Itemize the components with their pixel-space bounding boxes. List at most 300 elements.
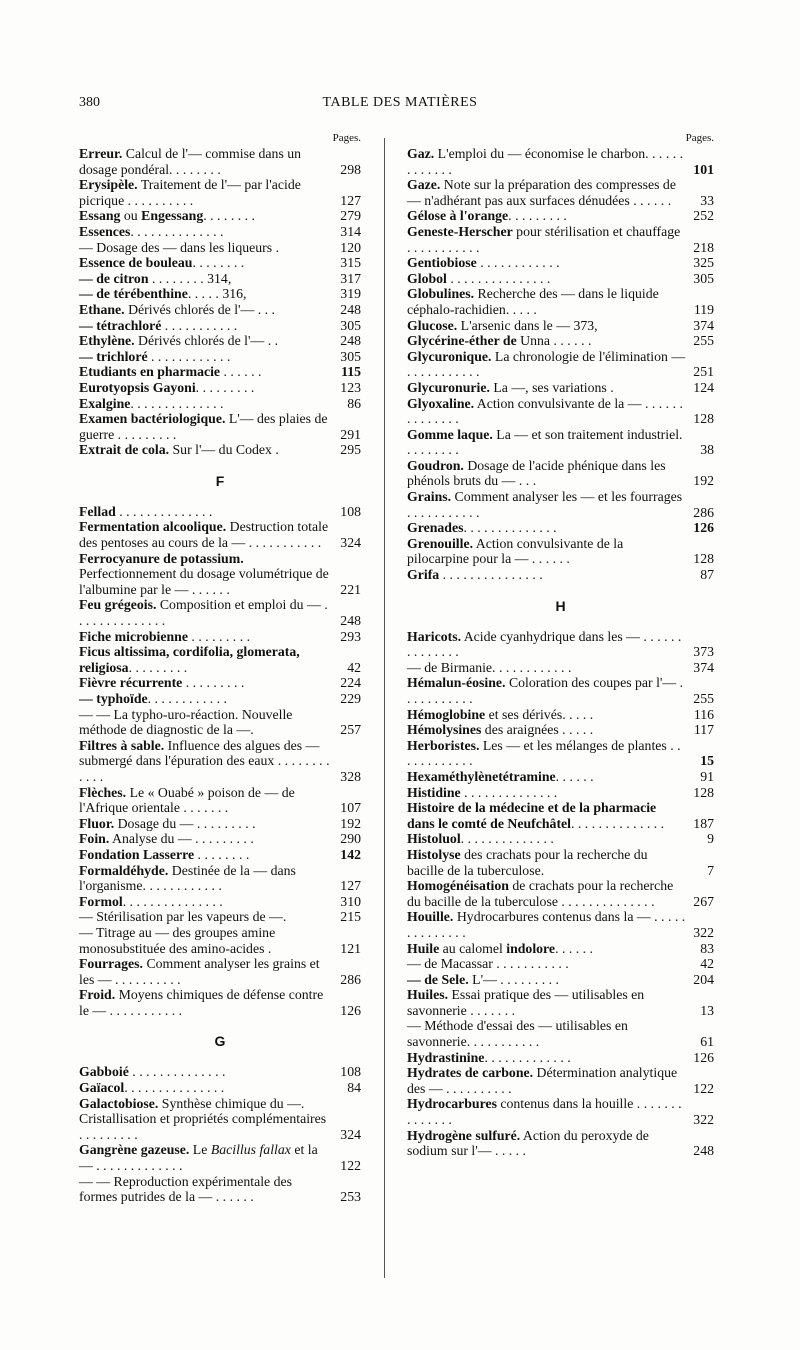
index-entry xyxy=(407,271,714,287)
entry-page-number: 279 xyxy=(340,208,361,224)
entry-page-number: 215 xyxy=(340,909,361,925)
index-entry xyxy=(407,941,714,957)
entry-text xyxy=(407,956,686,972)
entry-description: . . . . . . . . . . . . . . xyxy=(460,831,554,847)
entry-page-number: 314 xyxy=(340,223,361,239)
entry-text xyxy=(407,458,686,489)
entry-page-number: 305 xyxy=(693,270,714,286)
entry-description: Hydrocarbures contenus dans la — . . . . . . . . . . . . . . xyxy=(407,909,686,940)
entry-description: La chronologie de l'élimination — . . . . . . . . . . . xyxy=(407,348,686,380)
index-entry xyxy=(79,629,361,645)
entry-text xyxy=(79,894,333,910)
index-entry xyxy=(79,1174,361,1205)
entry-headword: Hydrates de carbone. xyxy=(407,1065,534,1081)
entry-description: — Dosage des — dans les liqueurs . xyxy=(79,239,280,255)
entry-headword: Globol xyxy=(407,270,447,286)
entry-headword: Glucose. xyxy=(407,317,458,333)
entry-text xyxy=(407,427,686,458)
entry-description: au calomel xyxy=(439,940,507,956)
index-entry xyxy=(79,831,361,847)
entry-description: Perfectionnement du dosage volumétrique de l'albumine par le — . . . . . . xyxy=(79,566,329,597)
entry-page-number: 319 xyxy=(340,286,361,302)
entry-description: . . . . . . . . . . . . xyxy=(147,691,227,706)
entry-description: . . . . . . . . . . . . . . xyxy=(460,784,558,800)
entry-description: Destinée de la — dans l'organisme. . . . . . . . . . . . xyxy=(79,862,296,894)
entry-page-number: 142 xyxy=(340,846,361,862)
entry-text xyxy=(79,208,333,224)
index-entry xyxy=(407,380,714,396)
entry-page-number: 192 xyxy=(340,815,361,831)
index-entry xyxy=(407,847,714,878)
index-entry xyxy=(79,925,361,956)
entry-description: — Stérilisation par les vapeurs de —. xyxy=(79,909,287,925)
entry-headword: Grenades xyxy=(407,520,464,536)
entry-text xyxy=(407,271,686,287)
entry-page-number: 91 xyxy=(700,768,714,784)
entry-page-number: 61 xyxy=(700,1034,714,1050)
entry-text xyxy=(79,302,333,318)
entry-text xyxy=(79,816,333,832)
entry-page-number: 123 xyxy=(340,379,361,395)
entry-description: . . . . . . . . . . . . . . . xyxy=(124,1080,225,1096)
entry-headword: Flèches. xyxy=(79,784,127,800)
entry-description: de crachats pour la recherche du bacille de la tuberculose . . . . . . . . . . . . . . xyxy=(407,878,674,909)
entry-description: Le xyxy=(189,1142,211,1158)
index-entry xyxy=(79,177,361,208)
entry-description: Destruction totale des pentoses au cours de la — . . . . . . . . . . . xyxy=(79,519,329,551)
entry-description: contenus dans la houille . . . . . . . . . . . . . . xyxy=(407,1096,682,1128)
entry-description: — — Reproduction expérimentale des formes putrides de la — . . . . . . xyxy=(79,1173,293,1205)
entry-text xyxy=(407,660,686,676)
entry-text xyxy=(79,551,333,598)
entry-headword: Histoluol xyxy=(407,831,461,847)
entry-page-number: 128 xyxy=(693,784,714,800)
entry-headword: Gaz. xyxy=(407,146,435,161)
entry-description: . . . . . . . . . xyxy=(195,379,255,395)
entry-page-number: 255 xyxy=(693,333,714,349)
entry-headword: Exalgine xyxy=(79,395,131,411)
entry-description: . . . . . . xyxy=(220,364,262,380)
entry-text xyxy=(407,567,686,583)
entry-headword: Hydrocarbures xyxy=(407,1096,497,1112)
entry-description: Acide cyanhydrique dans les — . . . . . . . . . . . . . . xyxy=(407,628,682,660)
entry-description: Recherche des — dans le liquide céphalo-rachidien. . . . . xyxy=(407,286,659,317)
entry-page-number: 15 xyxy=(700,753,714,769)
index-entry xyxy=(79,847,361,863)
entry-description: . . . . . . . . xyxy=(203,208,255,224)
index-entry xyxy=(79,442,361,458)
entry-page-number: 253 xyxy=(340,1189,361,1205)
index-entry xyxy=(79,863,361,894)
entry-text xyxy=(407,941,686,957)
entry-description: Note sur la préparation des compresses de — n'adhérant pas aux surfaces dénudées . . . . . . xyxy=(407,177,676,208)
entry-text xyxy=(79,785,333,816)
entry-headword: Hémalun-éosine. xyxy=(407,675,506,691)
entry-text xyxy=(79,240,333,256)
entry-headword: Fluor. xyxy=(79,815,115,831)
entry-description: pour stérilisation et chauffage . . . . . . . . . . . xyxy=(407,223,681,255)
entry-headword: Erysipèle. xyxy=(79,177,138,193)
entry-text xyxy=(79,380,333,396)
entry-page-number: 315 xyxy=(340,255,361,271)
entry-text xyxy=(407,722,686,738)
entry-text xyxy=(79,396,333,412)
index-entry xyxy=(407,987,714,1018)
entry-page-number: 295 xyxy=(340,442,361,458)
entry-headword: Fourrages. xyxy=(79,956,143,972)
running-title: TABLE DES MATIÈRES xyxy=(322,95,478,110)
entry-headword: Houille. xyxy=(407,909,454,925)
entry-page-number: 324 xyxy=(340,535,361,551)
index-entry xyxy=(79,380,361,396)
entry-page-number: 267 xyxy=(693,893,714,909)
entry-text xyxy=(407,286,686,317)
index-entry xyxy=(79,816,361,832)
entry-description: . . . . . . . . . . . xyxy=(161,317,238,333)
index-entry xyxy=(407,146,714,177)
entry-headword: Hexaméthylènetétramine xyxy=(407,768,556,784)
entry-text xyxy=(79,442,333,458)
entry-page-number: 322 xyxy=(693,1112,714,1128)
entry-page-number: 101 xyxy=(693,161,714,177)
entry-page-number: 122 xyxy=(693,1080,714,1096)
entry-text xyxy=(407,489,686,520)
entry-description: L'emploi du — économise le charbon. . . . . . . . . . . . . xyxy=(407,146,684,177)
entry-headword: Ethane. xyxy=(79,301,125,317)
entry-description: Comment analyser les grains et les — . . . . . . . . . . xyxy=(79,956,320,987)
index-entry xyxy=(79,146,361,177)
entry-headword: Gaze. xyxy=(407,177,441,193)
index-column-left xyxy=(79,130,361,1205)
entry-headword: Eurotyopsis Gayoni xyxy=(79,379,196,395)
index-entry xyxy=(407,972,714,988)
entry-page-number: 108 xyxy=(340,1064,361,1080)
entry-headword: Hydrogène sulfuré. xyxy=(407,1127,521,1143)
index-entry xyxy=(407,286,714,317)
entry-text xyxy=(407,878,686,909)
entry-page-number: 117 xyxy=(693,722,714,738)
entry-headword: Histolyse xyxy=(407,846,461,862)
index-entry xyxy=(407,909,714,940)
entry-page-number: 128 xyxy=(693,551,714,567)
index-entry xyxy=(79,785,361,816)
entry-headword: Etudiants en pharmacie xyxy=(79,364,221,380)
entry-page-number: 33 xyxy=(700,192,714,208)
section-letter: H xyxy=(555,597,566,614)
entry-text xyxy=(407,536,686,567)
entry-page-number: 221 xyxy=(340,581,361,597)
entry-text xyxy=(407,380,686,396)
entry-headword: Engessang xyxy=(141,208,204,224)
index-entry xyxy=(407,208,714,224)
entry-page-number: 286 xyxy=(340,971,361,987)
entry-headword: Geneste-Herscher xyxy=(407,223,513,239)
entry-italic-term: Bacillus fallax xyxy=(210,1142,291,1158)
entry-headword: Histidine xyxy=(407,784,461,800)
entry-text xyxy=(407,987,686,1018)
entry-text xyxy=(79,1064,333,1080)
entry-page-number: 286 xyxy=(693,504,714,520)
entry-headword: Erreur. xyxy=(79,146,123,161)
entry-text xyxy=(79,146,333,177)
entry-headword: Extrait de cola. xyxy=(79,442,170,458)
entry-headword: — typhoïde xyxy=(79,691,148,706)
entry-headword: Glycuronique. xyxy=(407,348,492,364)
pages-label: Pages. xyxy=(685,132,714,144)
entry-description: Détermination analytique des — . . . . . . . . . . xyxy=(407,1065,678,1096)
entry-text xyxy=(407,177,686,208)
index-entry xyxy=(407,800,714,831)
entry-text xyxy=(79,519,333,550)
entry-headword: Gomme laque. xyxy=(407,426,493,442)
entry-text xyxy=(79,707,333,738)
entry-description: Action du peroxyde de sodium sur l'— . . . . . xyxy=(407,1127,649,1159)
entry-text xyxy=(407,224,686,255)
entry-headword: Fellad xyxy=(79,503,116,519)
entry-headword: Grifa xyxy=(407,567,440,583)
page-number: 380 xyxy=(79,95,100,110)
entry-text xyxy=(407,1018,686,1049)
index-entry xyxy=(407,1065,714,1096)
entry-headword: Fermentation alcoolique. xyxy=(79,519,227,535)
entry-headword: Globulines. xyxy=(407,286,475,302)
entry-headword: Ficus altissima, cordifolia, glomerata, religiosa xyxy=(79,644,300,675)
entry-description: . . . . . . . . . . . . . . xyxy=(128,1064,226,1080)
entry-text xyxy=(79,504,333,520)
entry-text xyxy=(79,863,333,894)
entry-headword: Ethylène. xyxy=(79,333,135,349)
entry-description: Influence des algues des — submergé dans l'épuration des eaux . . . . . . . . . . . . xyxy=(79,737,330,784)
entry-headword: — de térébenthine xyxy=(79,286,188,302)
entry-headword: Fiche microbienne xyxy=(79,628,188,644)
index-entry xyxy=(79,519,361,550)
entry-page-number: 317 xyxy=(340,270,361,286)
entry-description: . . . . . . . . 314, xyxy=(148,270,232,286)
entry-page-number: 374 xyxy=(693,317,714,333)
index-entry xyxy=(407,738,714,769)
entry-page-number: 187 xyxy=(693,815,714,831)
entry-page-number: 42 xyxy=(347,659,361,675)
index-entry xyxy=(407,427,714,458)
index-entry xyxy=(407,956,714,972)
entry-text xyxy=(407,333,686,349)
column-divider xyxy=(384,138,385,1278)
index-entry xyxy=(407,224,714,255)
index-entry xyxy=(407,831,714,847)
index-entry xyxy=(407,177,714,208)
entry-text xyxy=(79,925,333,956)
entry-headword: Essence de bouleau xyxy=(79,255,193,271)
entry-page-number: 127 xyxy=(340,192,361,208)
entry-text xyxy=(407,675,686,706)
entry-text xyxy=(79,349,333,365)
entry-description: . . . . . . . . . xyxy=(128,659,188,675)
entry-text xyxy=(407,208,686,224)
entry-text xyxy=(407,785,686,801)
entry-description: . . . . . . . . . . . . . xyxy=(484,1049,571,1065)
entry-description: — de Macassar . . . . . . . . . . . xyxy=(407,956,569,972)
entry-description: — — La typho-uro-réaction. Nouvelle méthode de diagnostic de la —. xyxy=(79,706,293,738)
entry-headword: Huiles. xyxy=(407,987,449,1003)
entry-description: . . . . . . . . . . . . . . xyxy=(130,395,224,411)
entry-page-number: 126 xyxy=(693,1049,714,1065)
entry-page-number: 248 xyxy=(340,333,361,349)
entry-headword: — de Sele. xyxy=(407,971,469,987)
entry-headword: Homogénéisation xyxy=(407,878,509,894)
entry-description: . . . . . . . . . . . . . . xyxy=(130,223,224,239)
entry-text xyxy=(79,1142,333,1173)
entry-text xyxy=(79,286,333,302)
entry-page-number: 324 xyxy=(340,1126,361,1142)
entry-page-number: 291 xyxy=(340,426,361,442)
entry-description: La —, ses variations . xyxy=(489,379,614,395)
index-entry xyxy=(407,536,714,567)
entry-text xyxy=(407,1050,686,1066)
entry-page-number: 373 xyxy=(693,644,714,660)
entry-text xyxy=(79,411,333,442)
entry-page-number: 322 xyxy=(693,924,714,940)
index-entry xyxy=(407,722,714,738)
entry-text xyxy=(79,318,333,334)
entry-description: Essai pratique des — utilisables en savonnerie . . . . . . . xyxy=(407,987,645,1018)
index-entry xyxy=(79,208,361,224)
entry-text xyxy=(407,1096,686,1127)
entry-text xyxy=(407,255,686,271)
entry-description: Moyens chimiques de défense contre le — . . . . . . . . . . . xyxy=(79,987,324,1018)
entry-description: . . . . . . . . . xyxy=(182,675,245,691)
entry-page-number: 251 xyxy=(693,364,714,380)
entry-description: — Titrage au — des groupes amine monosubstituée des amino-acides . xyxy=(79,924,276,956)
entry-description: . . . . . . . . . . . . . . . xyxy=(439,567,543,583)
entry-page-number: 107 xyxy=(340,800,361,816)
entry-text xyxy=(407,318,686,334)
entry-page-number: 204 xyxy=(693,971,714,987)
entry-headword: Grains. xyxy=(407,489,452,505)
pages-label: Pages. xyxy=(332,132,361,144)
entry-text xyxy=(79,847,333,863)
entry-page-number: 126 xyxy=(340,1002,361,1018)
index-entry xyxy=(407,629,714,660)
entry-text xyxy=(407,831,686,847)
index-entry xyxy=(407,489,714,520)
index-entry xyxy=(407,567,714,583)
entry-description: Dérivés chlorés de l'— . . xyxy=(134,333,279,349)
index-entry xyxy=(407,349,714,380)
entry-description: Le « Ouabé » poison de — de l'Afrique orientale . . . . . . . xyxy=(79,784,295,816)
entry-text xyxy=(79,1080,333,1096)
entry-description: Traitement de l'— par l'acide picrique . . . . . . . . . . xyxy=(79,177,301,208)
entry-description: . . . . . . . . . . . . . . . xyxy=(446,270,551,286)
entry-headword: Formol xyxy=(79,893,123,909)
entry-text xyxy=(407,520,686,536)
index-entry xyxy=(79,956,361,987)
entry-text xyxy=(79,831,333,847)
index-entry xyxy=(79,286,361,302)
index-entry xyxy=(79,1142,361,1173)
entry-description: . . . . . . . . . . . . . . . xyxy=(122,893,223,909)
entry-headword: Glycuronurie. xyxy=(407,379,490,395)
entry-page-number: 325 xyxy=(693,255,714,271)
index-entry xyxy=(79,396,361,412)
entry-description: . . . . . . . . . xyxy=(508,208,567,224)
entry-page-number: 224 xyxy=(340,675,361,691)
entry-description: . . . . . . . . . xyxy=(187,628,251,644)
entry-text xyxy=(407,972,686,988)
entry-page-number: 38 xyxy=(700,442,714,458)
index-entry xyxy=(79,411,361,442)
entry-page-number: 374 xyxy=(693,659,714,675)
entry-description: Dosage de l'acide phénique dans les phénols bruts du — . . . xyxy=(407,457,666,489)
index-entry xyxy=(407,675,714,706)
index-entry xyxy=(79,987,361,1018)
entry-headword: Gangrène gazeuse. xyxy=(79,1142,190,1158)
index-entry xyxy=(407,333,714,349)
entry-description: Les — et les mélanges de plantes . . . . . . . . . . . . xyxy=(407,737,681,769)
entry-description: ou xyxy=(120,208,142,224)
entry-text xyxy=(79,1174,333,1205)
entry-text xyxy=(79,909,333,925)
entry-headword: Hydrastinine xyxy=(407,1049,485,1065)
entry-page-number: 248 xyxy=(340,613,361,629)
index-entry xyxy=(79,597,361,628)
index-entry xyxy=(79,738,361,785)
entry-text xyxy=(79,956,333,987)
entry-page-number: 192 xyxy=(693,473,714,489)
entry-text xyxy=(407,1128,686,1159)
entry-description: . . . . . . xyxy=(555,940,594,956)
index-entry xyxy=(407,785,714,801)
entry-text xyxy=(79,629,333,645)
entry-description: Dérivés chlorés de l'— . . . xyxy=(124,301,276,317)
entry-description: . . . . . 316, xyxy=(187,286,247,302)
entry-headword: — de citron xyxy=(79,270,149,286)
entry-page-number: 305 xyxy=(340,348,361,364)
entry-headword: Hémolysines xyxy=(407,722,482,738)
index-entry xyxy=(407,1050,714,1066)
index-entry xyxy=(79,1080,361,1096)
entry-text xyxy=(407,769,686,785)
index-entry xyxy=(407,769,714,785)
entry-page-number: 298 xyxy=(340,161,361,177)
entry-headword: Filtres à sable. xyxy=(79,737,165,753)
entry-headword: Histoire de la médecine et de la pharmacie dans le comté de Neufchâtel xyxy=(407,800,657,831)
entry-page-number: 305 xyxy=(340,317,361,333)
entry-headword: Gentiobiose xyxy=(407,255,477,271)
entry-description: — Méthode d'essai des — utilisables en savonnerie. . . . . . . . . . . xyxy=(407,1018,628,1050)
entry-headword: — tétrachloré xyxy=(79,317,162,333)
index-entry xyxy=(79,644,361,675)
entry-page-number: 126 xyxy=(693,520,714,536)
entry-text xyxy=(79,691,333,707)
index-entry xyxy=(79,675,361,691)
entry-text xyxy=(407,800,686,831)
entry-description: . . . . . . . . . . . . . . xyxy=(115,503,213,519)
entry-headword: indolore xyxy=(506,940,556,956)
entry-page-number: 115 xyxy=(341,364,361,380)
entry-page-number: 86 xyxy=(347,395,361,411)
entry-text xyxy=(407,1065,686,1096)
entry-headword: Gaïacol xyxy=(79,1080,125,1096)
entry-description: Analyse du — . . . . . . . . . xyxy=(109,831,254,847)
entry-text xyxy=(79,333,333,349)
entry-page-number: 248 xyxy=(693,1143,714,1159)
entry-headword: Goudron. xyxy=(407,457,464,473)
entry-headword: Feu grégeois. xyxy=(79,597,157,613)
entry-page-number: 13 xyxy=(700,1002,714,1018)
index-entry xyxy=(79,271,361,287)
entry-text xyxy=(79,738,333,785)
index-entry xyxy=(79,364,361,380)
